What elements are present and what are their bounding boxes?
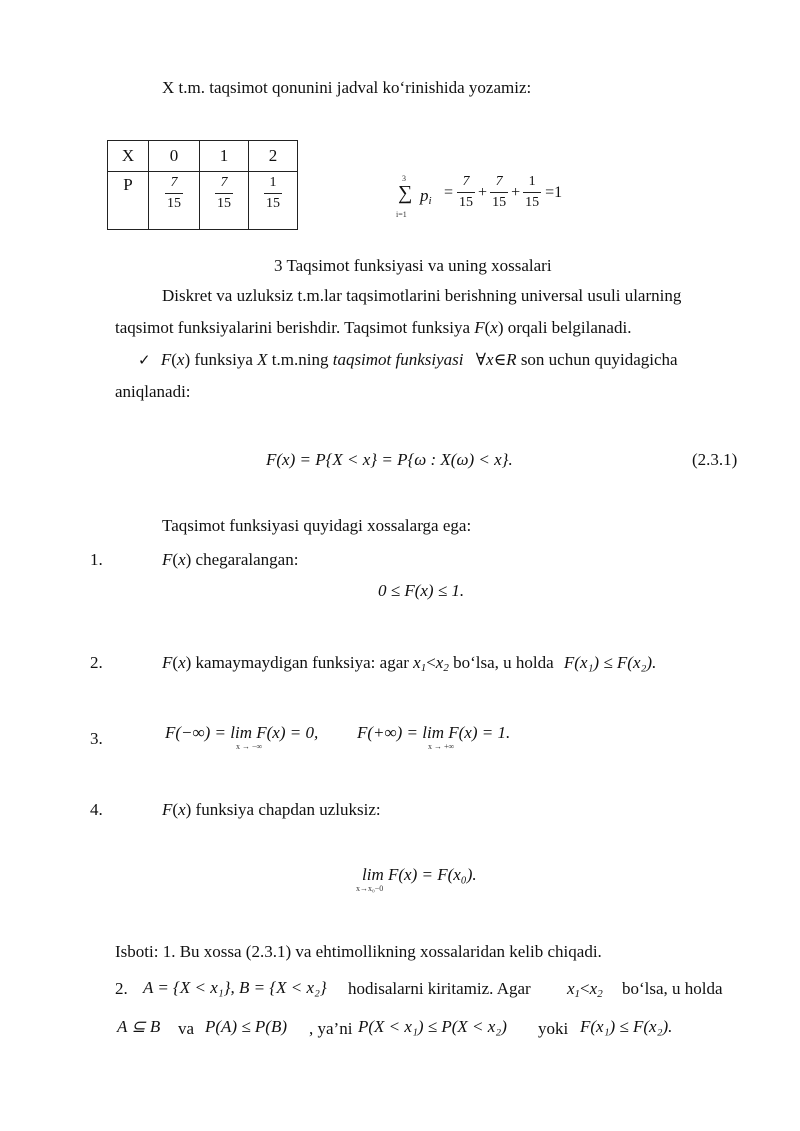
- property-formula: lim F(x) = F(x₀).: [362, 865, 477, 884]
- fraction-numerator: 7: [462, 174, 470, 189]
- table-header-cell: 1: [200, 141, 249, 172]
- definition-line-2: aniqlanadi:: [115, 382, 191, 401]
- proof-text: hodisalarni kiritamiz. Agar: [348, 979, 531, 998]
- limit-subscript: x → +∞: [428, 742, 455, 751]
- property-number: 4.: [90, 800, 103, 819]
- table-cell: [200, 172, 249, 230]
- sigma-icon: ∑: [398, 182, 413, 204]
- property-number: 3.: [90, 729, 103, 748]
- fraction-denominator: 15: [167, 196, 181, 211]
- fraction-numerator: 7: [220, 175, 228, 190]
- definition-line: ✓ F(x) funksiya X t.m.ning taqsimot funksiyasi ∀x∈R son uchun quyidagicha: [138, 350, 678, 369]
- proof-formula: A ⊆ B: [117, 1017, 161, 1036]
- formula-main: F(x) = P{X < x} = P{ω : X(ω) < x}.: [266, 450, 513, 469]
- proof-text: , ya’ni: [309, 1019, 353, 1038]
- intro-text: X t.m. taqsimot qonunini jadval koʻrinishida yozamiz:: [162, 78, 532, 97]
- proof-sets: A = {X < x₁}, B = {X < x₂}: [143, 978, 327, 997]
- fraction-numerator: 7: [495, 174, 503, 189]
- proof-text: va: [178, 1019, 195, 1038]
- checkmark-icon: ✓: [138, 351, 151, 369]
- limit-subscript: x → −∞: [236, 742, 263, 751]
- table-row-label: P: [108, 172, 149, 230]
- forall-expression: ∀x∈R: [475, 350, 517, 369]
- table-header-cell: X: [108, 141, 149, 172]
- fraction-denominator: 15: [217, 196, 231, 211]
- sum-lower-limit: i=1: [396, 210, 407, 219]
- formula-number: (2.3.1): [692, 450, 738, 469]
- sum-upper-limit: 3: [402, 174, 406, 183]
- fraction-denominator: 15: [459, 195, 474, 210]
- fraction-numerator: 1: [269, 175, 277, 190]
- property-formula: F(−∞) = lim F(x) = 0,: [165, 723, 319, 742]
- limit-subscript: x→x₀−0: [356, 884, 384, 893]
- sum-term-sub: i: [428, 195, 432, 207]
- table-header-cell: 0: [149, 141, 200, 172]
- proof-formula: P(A) ≤ P(B): [205, 1017, 288, 1036]
- fraction-numerator: 7: [170, 175, 178, 190]
- paragraph-line: taqsimot funksiyalarini berishdir. Taqsimot funksiya F(x) orqali belgilanadi.: [115, 318, 632, 337]
- section-title: 3 Taqsimot funksiyasi va uning xossalari: [274, 256, 552, 275]
- properties-intro: Taqsimot funksiyasi quyidagi xossalarga ega:: [162, 516, 472, 535]
- proof-formula: F(x₁) ≤ F(x₂).: [580, 1017, 673, 1036]
- proof-inequality: $x_1<x_2$: [567, 979, 603, 1000]
- property-text: F(x) kamaymaydigan funksiya: agar $x_1<x_2$ boʻlsa, u holda F(x₁) ≤ F(x₂).: [162, 653, 657, 674]
- paragraph-line: Diskret va uzluksiz t.m.lar taqsimotlarini berishning universal usuli ularning: [162, 286, 682, 305]
- fraction-denominator: 15: [266, 196, 280, 211]
- proof-text: boʻlsa, u holda: [622, 979, 723, 998]
- property-formula: F(+∞) = lim F(x) = 1.: [357, 723, 511, 742]
- property-text: F(x) funksiya chapdan uzluksiz:: [162, 800, 381, 819]
- property-number: 1.: [90, 550, 103, 569]
- distribution-table: [107, 140, 298, 230]
- property-text: F(x) chegaralangan:: [162, 550, 299, 569]
- sum-result: =1: [545, 183, 563, 201]
- table-header-cell: 2: [249, 141, 298, 172]
- property-number: 2.: [90, 653, 103, 672]
- definition-term: taqsimot funksiyasi: [332, 350, 464, 369]
- fraction-numerator: 1: [528, 174, 536, 189]
- fraction-denominator: 15: [525, 195, 540, 210]
- table-cell: [249, 172, 298, 230]
- sum-term: p: [420, 186, 429, 205]
- proof-text: yoki: [538, 1019, 569, 1038]
- property-formula: 0 ≤ F(x) ≤ 1.: [378, 581, 465, 600]
- fraction-denominator: 15: [492, 195, 507, 210]
- proof-formula: P(X < x₁) ≤ P(X < x₂): [358, 1017, 507, 1036]
- table-cell: [149, 172, 200, 230]
- proof-line-1: Isboti: 1. Bu xossa (2.3.1) va ehtimollikning xossalaridan kelib chiqadi.: [115, 942, 602, 961]
- proof-number: 2.: [115, 979, 128, 998]
